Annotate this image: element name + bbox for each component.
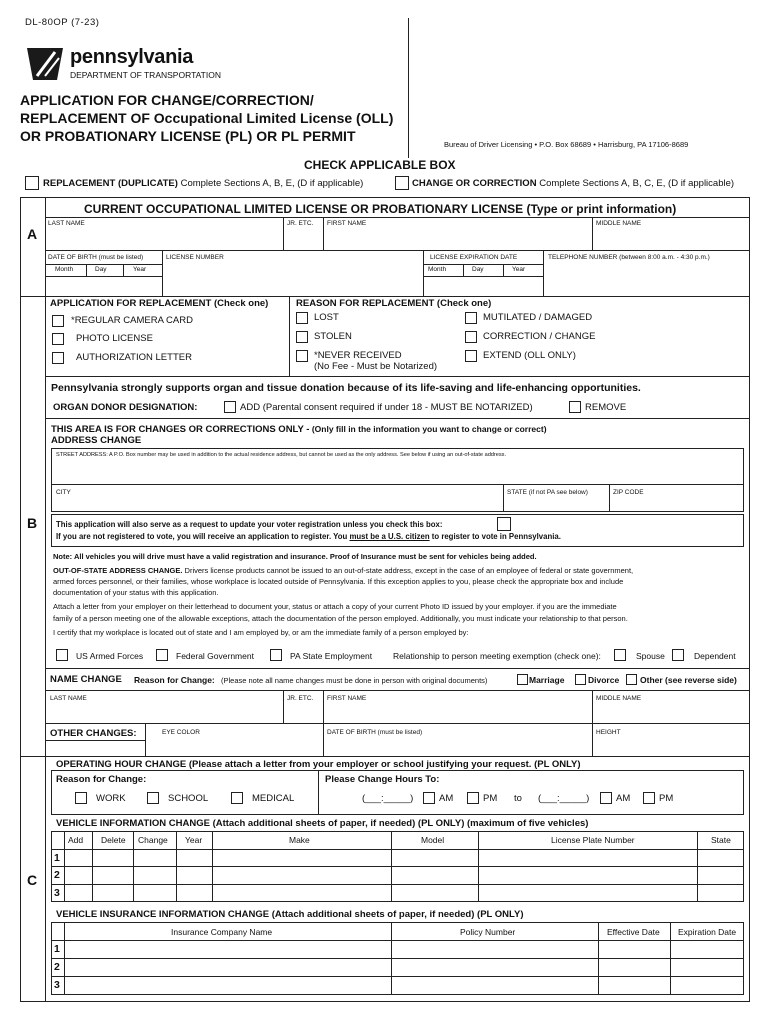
relationship-label: Relationship to person meeting exemption (check one): [393,651,601,661]
license-exp-label: LICENSE EXPIRATION DATE [430,254,518,261]
street-address-input[interactable] [56,462,736,482]
other-checkbox[interactable] [626,674,637,685]
address-change-heading: ADDRESS CHANGE [51,435,142,446]
city-label: CITY [56,489,71,496]
title-line-3: OR PROBATIONARY LICENSE (PL) OR PL PERMIT [20,128,356,144]
ins-col-policy: Policy Number [460,927,516,937]
org-dept: DEPARTMENT OF TRANSPORTATION [70,70,221,80]
section-a-label: A [27,226,38,242]
veh-col-delete: Delete [101,835,126,845]
license-number-label: LICENSE NUMBER [166,254,224,261]
nc-middle-name-label: MIDDLE NAME [596,695,642,702]
to-label: to [514,793,522,804]
to-am-checkbox[interactable] [600,792,612,804]
pa-state-checkbox[interactable] [270,649,282,661]
exp-year-label: Year [512,266,526,273]
ins-row-1-number: 1 [54,943,60,955]
veh-col-model: Model [421,835,445,845]
org-name: pennsylvania [70,46,194,68]
title-line-1: APPLICATION FOR CHANGE/CORRECTION/ [20,92,314,108]
organ-statement: Pennsylvania strongly supports organ and tissue donation because of its life-saving and life-enhancing opportunities. [51,382,641,394]
last-name-label: LAST NAME [48,220,85,227]
nc-jr-etc-label: JR. ETC. [287,695,314,702]
oos-line-1: OUT-OF-STATE ADDRESS CHANGE. Drivers license products cannot be issued to an out-of-state address, except in the case of an employee of federal or state government, [53,566,634,575]
name-reason-label: Reason for Change: [134,675,215,685]
first-name-label: FIRST NAME [327,220,367,227]
certify-text: I certify that my workplace is located out of state and I am employed by, or am the immediate family of a person employed by: [53,628,469,637]
replacement-checkbox[interactable] [25,176,39,190]
regular-camera-card-label: *REGULAR CAMERA CARD [71,315,193,326]
attach-line-2: family of a person meeting one of the allowable exceptions, attach the documentation of the person employed. Additionally, you must indicate your relationship to that person. [53,614,628,623]
from-pm-label: PM [483,793,498,804]
insurance-note: Note: All vehicles you will drive must have a valid registration and insurance. Proof of Insurance must be sent for vehicles being added. [53,552,537,561]
federal-government-checkbox[interactable] [156,649,168,661]
form-code: DL-80OP (7-23) [25,17,100,28]
ins-col-expiration: Expiration Date [678,927,737,937]
from-am-label: AM [439,793,454,804]
oos-line-3: documentation of your status with this application. [53,588,219,597]
exp-day-label: Day [472,266,484,273]
last-name-input[interactable] [48,232,280,248]
jr-etc-label: JR. ETC. [287,220,314,227]
vehicle-info-title: VEHICLE INFORMATION CHANGE (Attach additional sheets of paper, if needed) (PL ONLY) (maximum of five vehicles) [56,818,589,829]
organ-designation-label: ORGAN DONOR DESIGNATION: [53,402,198,413]
street-address-label: STREET ADDRESS: A P.O. Box number may be used in addition to the actual residence address, but cannot be used as the only address. See below if using an out-of-state address. [56,452,507,458]
nc-first-name-label: FIRST NAME [327,695,367,702]
correction-change-label: CORRECTION / CHANGE [483,331,596,342]
stolen-checkbox[interactable] [296,331,308,343]
voter-optout-checkbox[interactable] [497,517,511,531]
veh-row-1-number: 1 [54,852,60,864]
operating-hour-title: OPERATING HOUR CHANGE (Please attach a letter from your employer or school justifying your request. (PL ONLY) [56,759,581,770]
telephone-label: TELEPHONE NUMBER (between 8:00 a.m. - 4:30 p.m.) [548,254,710,261]
photo-license-checkbox[interactable] [52,333,64,345]
ins-row-2-number: 2 [54,961,60,973]
organ-remove-checkbox[interactable] [569,401,581,413]
veh-col-state: State [711,835,731,845]
operating-reason-label: Reason for Change: [56,774,147,785]
federal-government-label: Federal Government [176,651,254,661]
from-pm-checkbox[interactable] [467,792,479,804]
other-changes-heading: OTHER CHANGES: [50,728,137,739]
oc-dob-label: DATE OF BIRTH (must be listed) [327,729,423,736]
changes-only-heading: THIS AREA IS FOR CHANGES OR CORRECTIONS ONLY - (Only fill in the information you want to change or correct) [51,424,547,435]
divorce-checkbox[interactable] [575,674,586,685]
change-correction-label: CHANGE OR CORRECTION Complete Sections A, B, C, E, (D if applicable) [412,178,735,189]
penndot-keystone-logo [25,46,65,82]
never-received-label: *NEVER RECEIVED [314,350,402,361]
veh-row-2-number: 2 [54,869,60,881]
veh-row-3-number: 3 [54,887,60,899]
lost-checkbox[interactable] [296,312,308,324]
work-label: WORK [96,793,126,804]
spouse-checkbox[interactable] [614,649,626,661]
mutilated-label: MUTILATED / DAMAGED [483,312,593,323]
organ-remove-label: REMOVE [585,402,627,413]
name-change-heading: NAME CHANGE [50,674,122,685]
spouse-label: Spouse [636,651,665,661]
dependent-checkbox[interactable] [672,649,684,661]
section-b-label: B [27,515,38,531]
marriage-label: Marriage [529,675,565,685]
authorization-letter-label: AUTHORIZATION LETTER [76,352,192,363]
insurance-info-title: VEHICLE INSURANCE INFORMATION CHANGE (Attach additional sheets of paper, if needed) (PL ONLY) [56,909,524,920]
organ-add-checkbox[interactable] [224,401,236,413]
never-received-note: (No Fee - Must be Notarized) [314,361,438,372]
section-a-title: CURRENT OCCUPATIONAL LIMITED LICENSE OR PROBATIONARY LICENSE (Type or print information) [84,202,677,216]
armed-forces-checkbox[interactable] [56,649,68,661]
eye-color-label: EYE COLOR [162,729,200,736]
to-am-label: AM [616,793,631,804]
photo-license-label: PHOTO LICENSE [76,333,153,344]
school-checkbox[interactable] [147,792,159,804]
dob-label: DATE OF BIRTH (must be listed) [48,254,144,261]
state-label: STATE (if not PA see below) [507,489,588,496]
zip-label: ZIP CODE [613,489,644,496]
time-from-blank[interactable]: (___:_____) [362,793,414,804]
mutilated-checkbox[interactable] [465,312,477,324]
medical-label: MEDICAL [252,793,295,804]
voter-register-text: If you are not registered to vote, you will receive an application to register. You must be a U.S. citizen to register to vote in Pennsylvania. [56,532,561,541]
authorization-letter-checkbox[interactable] [52,352,64,364]
veh-col-change: Change [138,835,168,845]
replacement-type-title: APPLICATION FOR REPLACEMENT (Check one) [50,298,269,309]
bureau-address: Bureau of Driver Licensing • P.O. Box 68689 • Harrisburg, PA 17106-8689 [444,140,689,149]
ins-col-effective: Effective Date [607,927,660,937]
regular-camera-card-checkbox[interactable] [52,315,64,327]
extend-oll-label: EXTEND (OLL ONLY) [483,350,576,361]
attach-line-1: Attach a letter from your employer on their letterhead to document your, status or attach a copy of your current Photo ID issued by your employer. if you are the immediate [53,602,617,611]
school-label: SCHOOL [168,793,209,804]
section-c-label: C [27,872,38,888]
veh-col-add: Add [68,835,84,845]
dob-year-label: Year [133,266,147,273]
extend-oll-checkbox[interactable] [465,350,477,362]
time-to-blank[interactable]: (___:_____) [538,793,590,804]
title-line-2: REPLACEMENT OF Occupational Limited License (OLL) [20,110,394,126]
marriage-checkbox[interactable] [517,674,528,685]
change-correction-checkbox[interactable] [395,176,409,190]
voter-registration-text: This application will also serve as a request to update your voter registration unless you check this box: [56,520,443,529]
medical-checkbox[interactable] [231,792,243,804]
veh-col-plate: License Plate Number [551,835,635,845]
nc-last-name-label: LAST NAME [50,695,87,702]
veh-col-make: Make [289,835,310,845]
oos-line-2: armed forces personnel, or their families, whose workplace is located outside of Pennsylvania. If this exception applies to you, please check the appropriate box and include [53,577,624,586]
middle-name-label: MIDDLE NAME [596,220,642,227]
dob-month-label: Month [55,266,74,273]
dob-day-label: Day [95,266,107,273]
replacement-label: REPLACEMENT (DUPLICATE) Complete Sections A, B, E, (D if applicable) [43,178,364,189]
dependent-label: Dependent [694,651,736,661]
hours-to-label: Please Change Hours To: [325,774,440,785]
other-label: Other (see reverse side) [640,675,737,685]
correction-change-checkbox[interactable] [465,331,477,343]
check-applicable-heading: CHECK APPLICABLE BOX [304,158,456,172]
stolen-label: STOLEN [314,331,352,342]
veh-col-year: Year [185,835,203,845]
height-label: HEIGHT [596,729,621,736]
ins-row-3-number: 3 [54,979,60,991]
divorce-label: Divorce [588,675,620,685]
name-change-note: (Please note all name changes must be done in person with original documents) [221,676,488,685]
armed-forces-label: US Armed Forces [76,651,144,661]
to-pm-checkbox[interactable] [643,792,655,804]
reason-title: REASON FOR REPLACEMENT (Check one) [296,298,492,309]
lost-label: LOST [314,312,339,323]
organ-add-label: ADD (Parental consent required if under 18 - MUST BE NOTARIZED) [240,402,533,413]
work-checkbox[interactable] [75,792,87,804]
ins-col-company: Insurance Company Name [171,927,273,937]
exp-month-label: Month [428,266,447,273]
to-pm-label: PM [659,793,674,804]
never-received-checkbox[interactable] [296,350,308,362]
pa-state-label: PA State Employment [290,651,373,661]
from-am-checkbox[interactable] [423,792,435,804]
first-name-input[interactable] [327,232,589,248]
